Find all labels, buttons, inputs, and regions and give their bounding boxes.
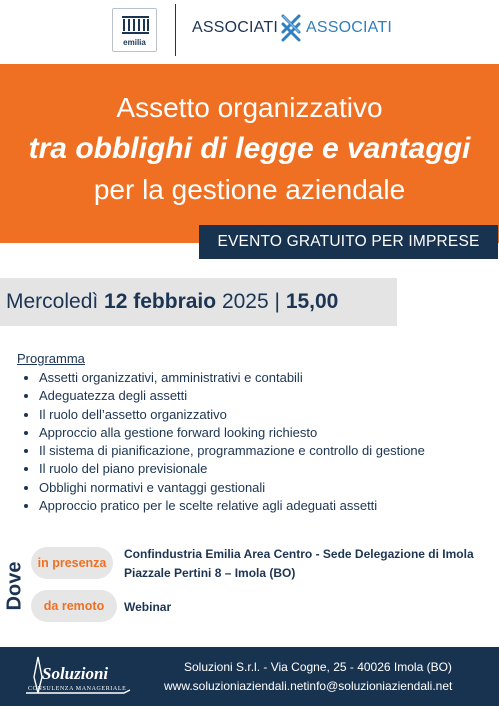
list-item: Approccio alla gestione forward looking richiesto — [20, 424, 425, 442]
event-time: 15,00 — [285, 290, 339, 313]
building-icon — [121, 15, 150, 35]
emilia-logo — [112, 8, 157, 52]
presenza-address: Piazzale Pertini 8 – Imola (BO) — [124, 566, 296, 580]
brand-subtitle: CONSULENZA MANAGERIALE — [28, 686, 127, 692]
remoto-value: Webinar — [124, 600, 172, 614]
title-line-3: per la gestione aziendale — [93, 174, 406, 205]
presenza-pill: in presenza — [31, 547, 113, 579]
remoto-pill: da remoto — [31, 590, 117, 622]
date-separator: | — [274, 290, 280, 313]
emilia-logo-text: emilia — [123, 38, 146, 47]
event-date-bar — [0, 278, 397, 326]
title-banner — [0, 64, 499, 243]
event-day: Mercoledì — [6, 290, 99, 313]
footer-contacts[interactable]: www.soluzioniaziendali.netinfo@soluzioniaziendali.net — [164, 679, 453, 693]
dove-text: Dove — [3, 561, 26, 611]
list-item: Approccio pratico per le scelte relative agli adeguati assetti — [20, 497, 425, 515]
title-line-2: tra obblighi di legge e vantaggi — [28, 132, 471, 165]
list-item: Il ruolo dell’assetto organizzativo — [20, 406, 425, 424]
programma-list — [20, 369, 425, 515]
brand-name: Soluzioni — [42, 664, 109, 683]
associati-right-text: ASSOCIATI — [306, 19, 392, 36]
footer — [0, 647, 499, 706]
associati-knot-icon — [279, 12, 303, 44]
programma-title: Programma — [17, 351, 85, 366]
title-line-1: Assetto organizzativo — [116, 92, 383, 123]
associati-left-text: ASSOCIATI — [192, 19, 278, 36]
list-item: Adeguatezza degli assetti — [20, 387, 425, 405]
list-item: Il ruolo del piano previsionale — [20, 460, 425, 478]
logo-divider — [175, 4, 176, 56]
soluzioni-logo — [24, 655, 134, 701]
event-year: 2025 — [221, 290, 269, 313]
free-event-badge: EVENTO GRATUITO PER IMPRESE — [199, 225, 498, 259]
footer-address: Soluzioni S.r.l. - Via Cogne, 25 - 40026 Imola (BO) — [184, 660, 452, 674]
event-date: 12 febbraio — [104, 290, 217, 313]
presenza-venue: Confindustria Emilia Area Centro - Sede Delegazione di Imola — [124, 547, 474, 561]
list-item: Assetti organizzativi, amministrativi e contabili — [20, 369, 425, 387]
list-item: Obblighi normativi e vantaggi gestionali — [20, 479, 425, 497]
dove-label — [0, 546, 30, 626]
list-item: Il sistema di pianificazione, programmazione e controllo di gestione — [20, 442, 425, 460]
